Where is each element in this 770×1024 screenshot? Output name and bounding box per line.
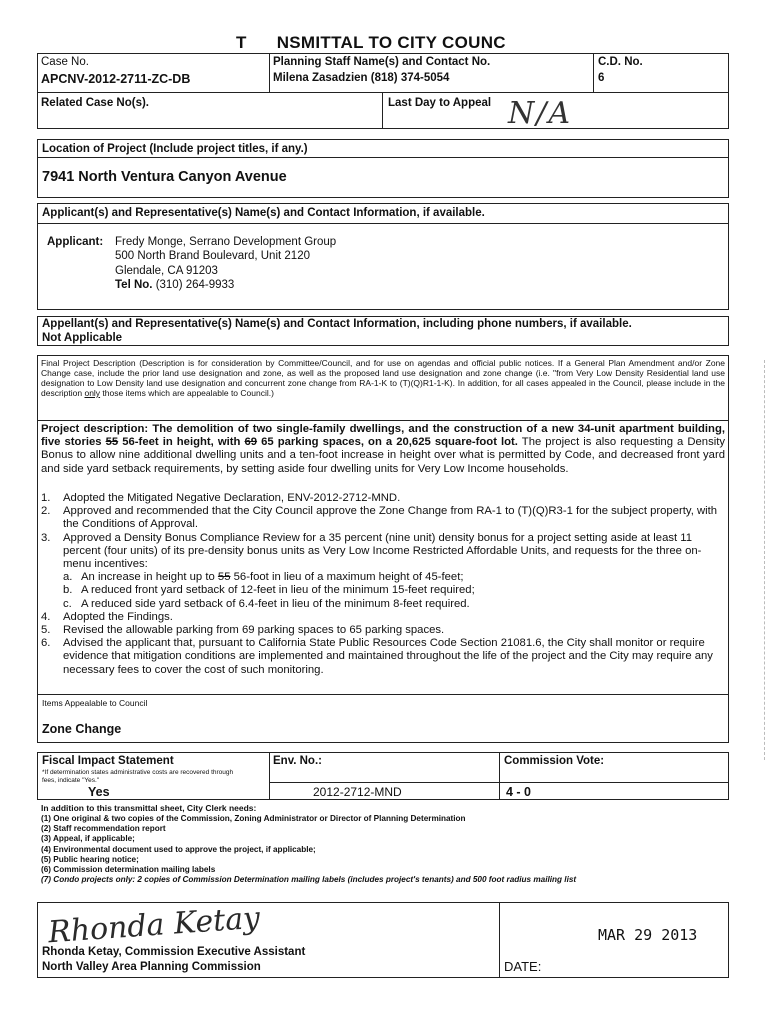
appeal-day-handwritten: N/A: [508, 96, 573, 131]
action-text: Adopted the Mitigated Negative Declaration, ENV-2012-2712-MND.: [63, 492, 401, 504]
action-number: 2.: [41, 505, 51, 518]
env-label: Env. No.:: [273, 755, 322, 767]
incentive-text: An increase in height up to: [81, 571, 218, 584]
incentive-strike: 55: [217, 571, 231, 584]
divider: [593, 53, 594, 93]
appellant-label: Appellant(s) and Representative(s) Name(s) and Contact Information, including phone numbers, if available.: [42, 318, 632, 330]
divider: [499, 752, 500, 800]
clerk-list: [41, 814, 576, 885]
divider: [499, 902, 500, 978]
action-text: Advised the applicant that, pursuant to California State Public Resources Code Section 21081.6, the City shall monitor or require evidence that mitigation conditions are implemented and maintained throughout the life of the project and the City may require any necessary fees to cover the cost of such monitoring.: [63, 637, 713, 676]
env-value: 2012-2712-MND: [313, 785, 402, 799]
final-description-label: [41, 358, 725, 398]
action-number: 3.: [41, 531, 51, 544]
fiscal-label: Fiscal Impact Statement: [42, 755, 174, 767]
action-text: Approved a Density Bonus Compliance Review for a 35 percent (nine unit) density bonus for a project setting aside at least 11 percent (four units) of its pre-density bonus units as Very Low Income Restricted Affordable Units, and requests for the three on-menu incentives:: [63, 531, 702, 571]
scan-edge-mark: [764, 360, 765, 760]
clerk-intro: In addition to this transmittal sheet, City Clerk needs:: [41, 803, 257, 813]
items-appealable-value: Zone Change: [42, 722, 122, 736]
incentive-text-post: 56-foot in lieu of a maximum height of 45-feet;: [230, 571, 464, 584]
tel-label: Tel No.: [115, 279, 153, 291]
final-desc-only: only: [84, 388, 101, 398]
action-text: Adopted the Findings.: [63, 610, 173, 623]
related-label: Related Case No(s).: [41, 97, 150, 109]
actions-list: [41, 492, 725, 677]
incentive-item: [41, 598, 725, 611]
incentive-letter: c.: [63, 597, 72, 610]
divider: [37, 157, 729, 158]
fiscal-value: Yes: [88, 785, 110, 799]
signer-org: North Valley Area Planning Commission: [42, 961, 261, 973]
incentive-item: [41, 584, 725, 597]
clerk-item: (1) One original & two copies of the Commission, Zoning Administrator or Director of Planning Determination: [41, 814, 466, 823]
case-no-label: Case No.: [41, 56, 89, 68]
date-stamp: MAR 29 2013: [598, 926, 698, 944]
project-description: [41, 423, 725, 476]
final-desc-text: Final Project Description (Description is for consideration by Committee/Council, and for use on agendas and official public notices. If a General Plan Amendment and/or Zone Change case, include the prior land use designation and zone, as well as the proposed land use designation and zone change (i.e. "from Very Low Density Residential land use designation to Low Density land use designation and concurrent zone change from RA-1-K to (T)(Q)R1-1-K). In addition, for all cases appealed in the Council, please include in the description: [41, 358, 725, 398]
action-item: [41, 611, 725, 624]
project-strike-parking: 69: [244, 436, 258, 449]
action-text: Revised the allowable parking from 69 parking spaces to 65 parking spaces.: [63, 624, 445, 637]
applicant-tel: [115, 279, 234, 292]
divider: [37, 420, 729, 421]
action-number: 1.: [41, 492, 51, 504]
clerk-item: (6) Commission determination mailing labels: [41, 865, 216, 875]
action-item: [41, 637, 725, 677]
action-number: 5.: [41, 624, 51, 637]
fiscal-note: *If determination states administrative costs are recovered through fees, indicate "Yes.": [42, 769, 234, 784]
incentive-letter: b.: [63, 584, 73, 597]
cd-label: C.D. No.: [598, 56, 643, 68]
page-title: [236, 33, 506, 53]
vote-label: Commission Vote:: [504, 755, 605, 767]
action-item: [41, 532, 725, 572]
staff-label: Planning Staff Name(s) and Contact No.: [273, 56, 491, 68]
action-number: 6.: [41, 637, 51, 650]
incentive-item: [41, 571, 725, 584]
applicant-name: Fredy Monge, Serrano Development Group: [115, 236, 337, 248]
case-no-value: APCNV-2012-2711-ZC-DB: [41, 72, 191, 86]
clerk-item: (4) Environmental document used to approve the project, if applicable;: [41, 844, 316, 854]
action-item: [41, 624, 725, 637]
signer-name: Rhonda Ketay, Commission Executive Assistant: [42, 946, 306, 958]
tel-value: (310) 264-9933: [155, 279, 235, 291]
date-label: DATE:: [504, 959, 542, 974]
location-label: Location of Project (Include project titles, if any.): [42, 143, 308, 155]
vote-value: 4 - 0: [506, 785, 532, 799]
items-appealable-label: Items Appealable to Council: [42, 698, 148, 708]
appellant-value: Not Applicable: [42, 332, 123, 344]
divider: [499, 782, 729, 783]
location-value: 7941 North Ventura Canyon Avenue: [42, 169, 287, 185]
divider: [269, 53, 270, 93]
title-fragment-left: T: [236, 33, 247, 52]
appeal-day-label: Last Day to Appeal: [388, 97, 492, 109]
applicant-address1: 500 North Brand Boulevard, Unit 2120: [115, 250, 310, 262]
action-text: Approved and recommended that the City Council approve the Zone Change from RA-1 to (T)(Q)R3-1 for the subject property, with the Conditions of Approval.: [63, 505, 718, 531]
incentive-text: A reduced front yard setback of 12-feet in lieu of the minimum 15-feet required;: [81, 584, 475, 597]
project-bold-b: 56-feet in height, with: [122, 436, 241, 449]
divider: [382, 93, 383, 129]
clerk-item: (2) Staff recommendation report: [41, 824, 166, 834]
title-fragment-right: NSMITTAL TO CITY COUNC: [276, 33, 506, 52]
incentive-text: A reduced side yard setback of 6.4-feet in lieu of the minimum 8-feet required.: [81, 597, 470, 610]
project-strike-height: 55: [105, 436, 119, 449]
applicant-address2: Glendale, CA 91203: [115, 265, 218, 277]
staff-value: Milena Zasadzien (818) 374-5054: [273, 72, 450, 84]
action-item: [41, 505, 725, 531]
applicant-label: Applicant:: [47, 236, 104, 248]
project-bold-c: 65 parking spaces, on a 20,625 square-foot lot.: [261, 436, 518, 449]
project-normal: The project is also requesting a Density Bonus to allow nine additional dwelling units and a ten-foot increase in height over what is permitted by Code, and decreased front yard and side yard setback requirements, by setting aside four dwelling units for Very Low Income households.: [41, 436, 726, 475]
divider: [269, 782, 499, 783]
clerk-item: (5) Public hearing notice;: [41, 854, 139, 864]
divider: [269, 752, 270, 800]
clerk-item-last: (7) Condo projects only: 2 copies of Commission Determination mailing labels (includes project's tenants) and 500 foot radius mailing list: [41, 875, 577, 885]
clerk-item: (3) Appeal, if applicable;: [41, 834, 135, 844]
handwritten-signature: Rhonda Ketay: [47, 900, 262, 951]
applicant-section-label: Applicant(s) and Representative(s) Name(s) and Contact Information, if available.: [42, 207, 485, 219]
project-bold-a: Project description: The demolition of two single-family dwellings, and the construction of a new 34-unit apartment building, five stories: [41, 423, 725, 449]
cd-value: 6: [598, 72, 605, 84]
incentive-letter: a.: [63, 571, 73, 584]
action-item: [41, 492, 725, 505]
final-desc-end: those items which are appealable to Council.): [100, 388, 274, 398]
action-number: 4.: [41, 610, 51, 623]
divider: [37, 223, 729, 224]
